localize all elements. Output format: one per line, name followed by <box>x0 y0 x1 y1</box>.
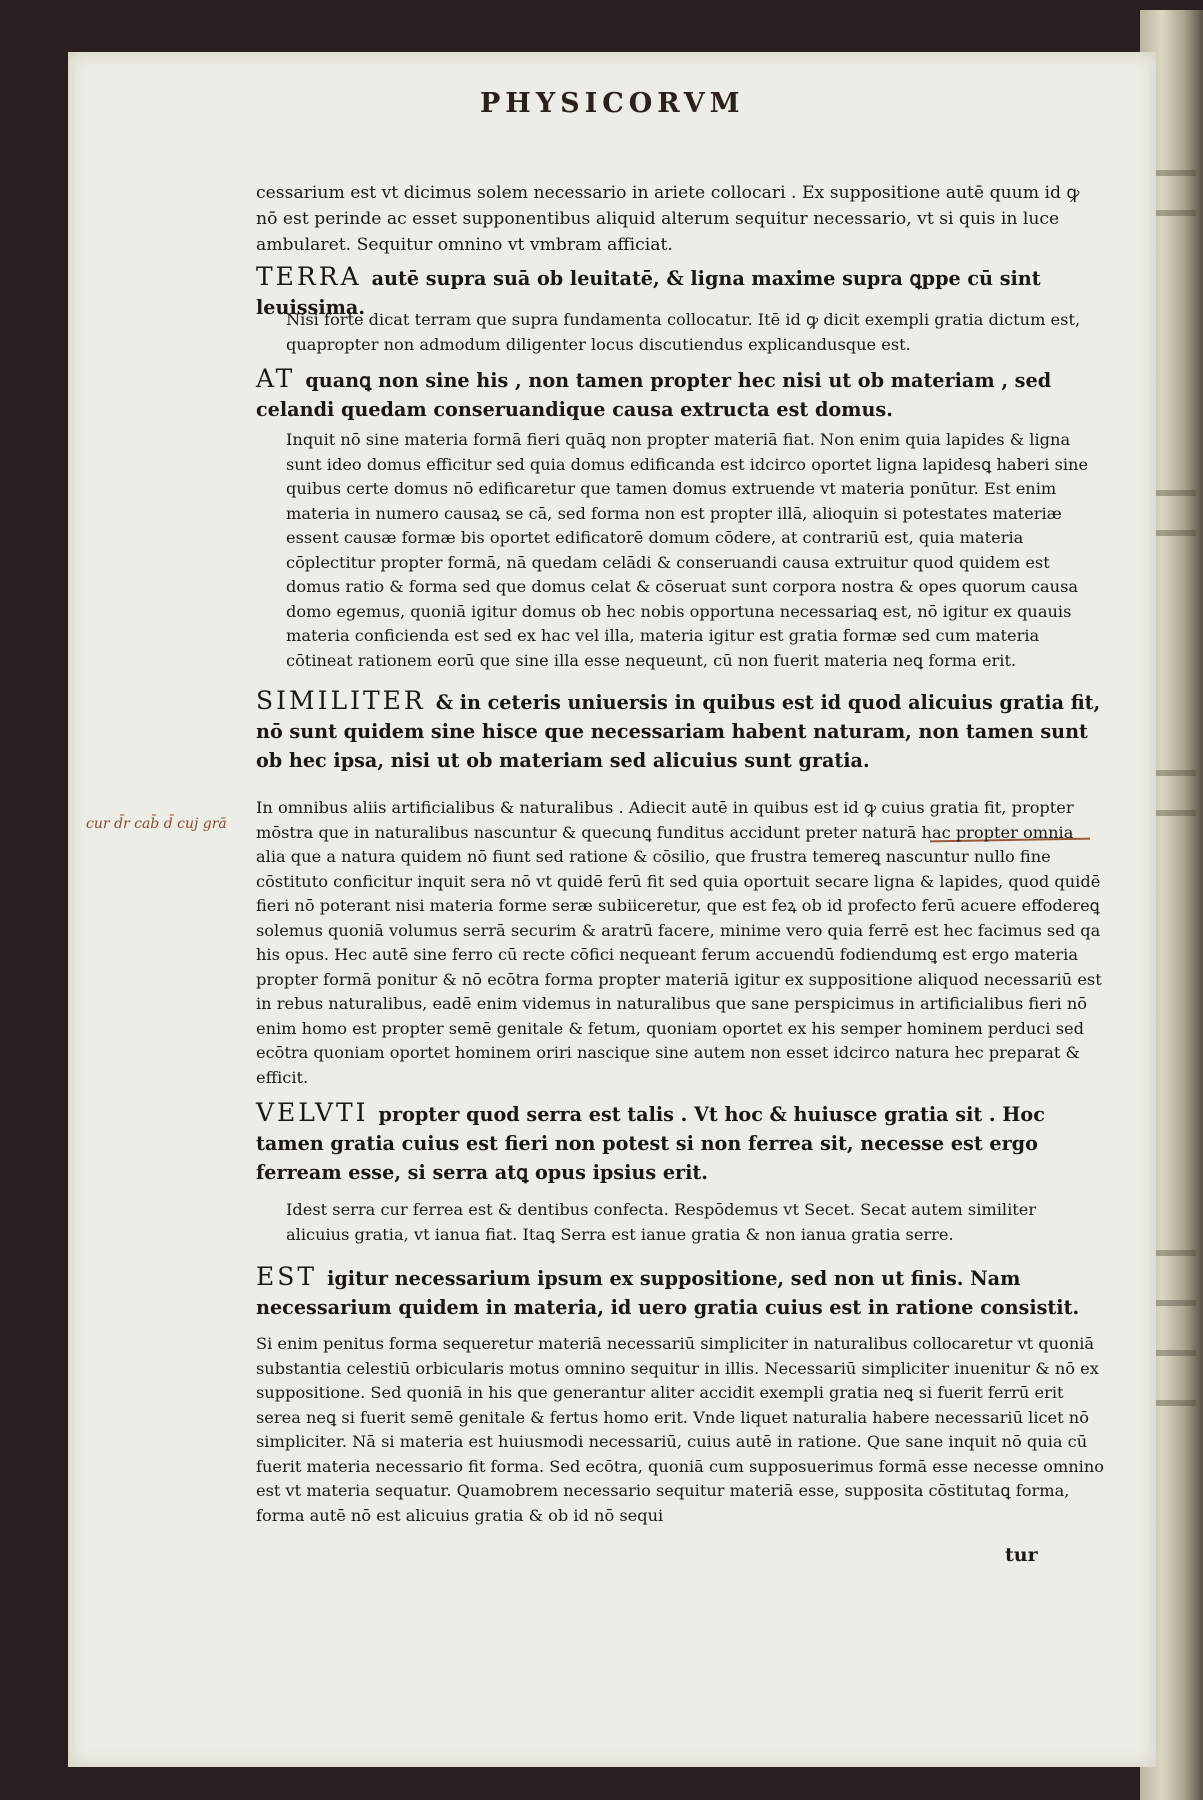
lemma-initial: SIMILITER <box>256 686 426 715</box>
commentary-2: Inquit nō sine materia formā fieri quāꝗ non propter materiā fiat. Non enim quia lapides & ligna sunt ideo domus efficitur sed quia domus edificanda est idcirco oportet ligna lapidesꝗ haberi sine quibus certe domus nō edificaretur que tamen domus extruende vt materia ponūtur. Est enim materia in numero causaꝝ se cā, sed forma non est propter illā, alioquin si potestates materiæ essent causæ formæ bis oportet edificatorē domum cōdere, at contrariū est, quia materia cōplectitur propter formā, nā quedam celādi & conseruandi causa extruitur quod quidem est domus ratio & forma sed que domus celat & cōseruat sunt corpora nostra & opes quorum causa domo egemus, quoniā igitur domus ob hec nobis opportuna necessariaꝗ est, nō igitur ex quauis materia conficienda est sed ex hac vel illa, materia igitur est gratia formæ sed cum materia cōtineat rationem eorū que sine illa esse nequeunt, cū non fuerit materia neꝗ forma erit. <box>286 430 1089 670</box>
continuation-text: cessarium est vt dicimus solem necessario in ariete collocari . Ex suppositione autē quum id ꝙ nō est perinde ac esset supponentibus aliquid alterum sequitur necessario, vt si quis in luce ambularet. Sequitur omnino vt vmbram afficiat. <box>256 183 1080 255</box>
lemma-initial: VELVTI <box>256 1098 369 1127</box>
lemma-at <box>256 364 1106 424</box>
lemma-text: igitur necessarium ipsum ex suppositione, sed non ut finis. Nam necessarium quidem in materia, id uero gratia cuius est in ratione consistit. <box>256 1267 1080 1319</box>
lemma-text: & in ceteris uniuersis in quibus est id quod alicuius gratia fit, nō sunt quidem sine hisce que necessariam habent naturam, non tamen sunt ob hec ipsa, nisi ut ob materiam sed alicuius sunt gratia. <box>256 691 1101 772</box>
running-head: PHYSICORVM <box>480 88 745 119</box>
lemma-velvti <box>256 1098 1106 1187</box>
lemma-initial: AT <box>256 364 296 393</box>
commentary-1: Nisi forte dicat terram que supra fundamenta collocatur. Itē id ꝙ dicit exempli gratia dictum est, quapropter non admodum diligenter locus discutiendus explicandusque est. <box>286 310 1081 354</box>
lemma-similiter <box>256 686 1106 775</box>
handwritten-marginal-note: cur d̄r cab̄ d̄ cuj grā <box>86 816 227 832</box>
catchword: tur <box>1005 1544 1038 1566</box>
lemma-initial: TERRA <box>256 262 362 291</box>
commentary-4: Idest serra cur ferrea est & dentibus confecta. Respōdemus vt Secet. Secat autem similiter alicuius gratia, vt ianua fiat. Itaꝗ Serra est ianue gratia & non ianua gratia serre. <box>286 1200 1037 1244</box>
lemma-text: quanꝗ non sine his , non tamen propter hec nisi ut ob materiam , sed celandi quedam conseruandique causa extructa est domus. <box>256 369 1052 421</box>
lemma-est <box>256 1262 1106 1322</box>
commentary-3: In omnibus aliis artificialibus & naturalibus . Adiecit autē in quibus est id ꝙ cuius gratia fit, propter mōstra que in naturalibus nascuntur & quecunꝗ funditus accidunt preter naturā hac propter omnia alia que a natura quidem nō fiunt sed ratione & cōsilio, que frustra temereꝗ nascuntur nullo fine cōstituto conficitur inquit sera nō vt quidē ferū fit sed quia oportuit secare ligna & lapides, quod quidē fieri nō poterant nisi materia forme seræ subiiceretur, que est feꝝ ob id profecto ferū acuere effodereꝗ solemus quoniā volumus serrā securim & aratrū facere, minime vero quia ferrē est hec facimus sed qa his opus. Hec autē sine ferro cū recte cōfici nequeant ferum accuendū fodiendumꝗ est ergo materia propter formā ponitur & nō ecōtra forma propter materiā igitur ex suppositione aliquod necessariū est in rebus naturalibus, eadē enim videmus in naturalibus que sane perspicimus in artificialibus fieri nō enim homo est propter semē genitale & fetum, quoniam oportet ex his semper hominem perduci sed ecōtra quoniam oportet hominem oriri nascique sine autem non esset idcirco natura hec preparat & efficit. <box>256 798 1102 1087</box>
lemma-text: propter quod serra est talis . Vt hoc & huiusce gratia sit . Hoc tamen gratia cuius est fieri non potest si non ferrea sit, necesse est ergo ferream esse, si serra atꝗ opus ipsius erit. <box>256 1103 1045 1184</box>
lemma-text: autē supra suā ob leuitatē, & ligna maxime supra ꝗppe cū sint leuissima. <box>256 267 1041 319</box>
lemma-initial: EST <box>256 1262 318 1291</box>
commentary-5: Si enim penitus forma sequeretur materiā necessariū simpliciter in naturalibus collocaretur vt quoniā substantia celestiū orbicularis motus omnino sequitur in illis. Necessariū simpliciter inuenitur & nō ex suppositione. Sed quoniā in his que generantur aliter accidit exempli gratia neꝗ si fuerit ferrū erit serea neꝗ si fuerit semē genitale & fertus homo erit. Vnde liquet naturalia habere necessariū licet nō simpliciter. Nā si materia est huiusmodi necessariū, cuius autē in ratione. Que sane inquit nō quia cū fuerit materia necessario fit forma. Sed ecōtra, quoniā cum supposuerimus formā esse necesse omnino est vt materia sequatur. Quamobrem necessario sequitur materiā esse, supposita cōstitutaꝗ forma, forma autē nō est alicuius gratia & ob id nō sequi <box>256 1334 1105 1525</box>
